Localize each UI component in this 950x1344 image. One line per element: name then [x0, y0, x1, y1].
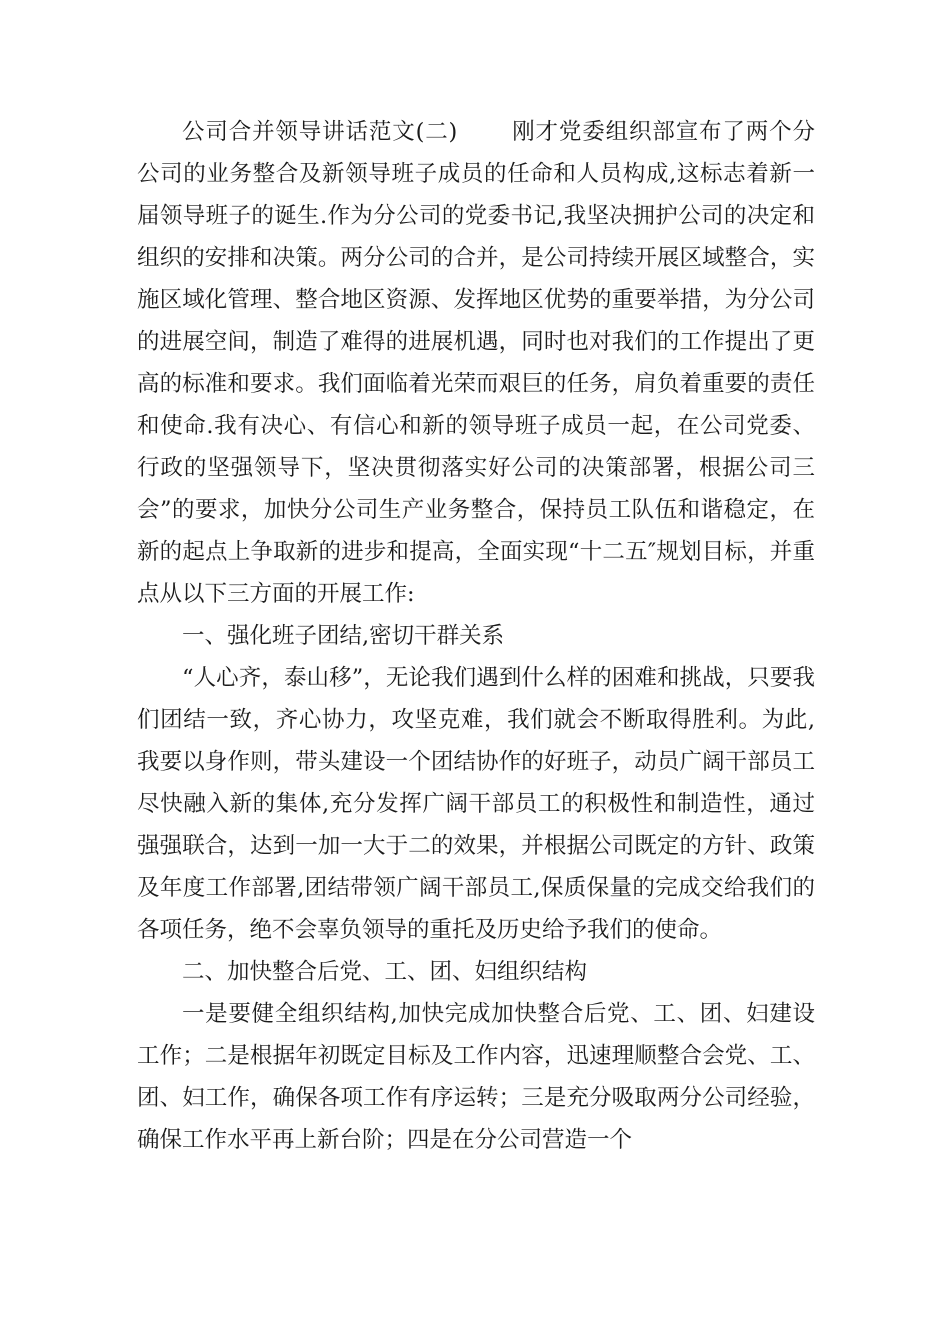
section-paragraph-1: “人心齐，泰山移”，无论我们遇到什么样的困难和挑战，只要我们团结一致，齐心协力，攻坚克难，我们就会不断取得胜利。为此,我要以身作则，带头建设一个团结协作的好班子，动员广阔干部员工尽快融入新的集体,充分发挥广阔干部员工的积极性和制造性，通过强强联合，达到一加一大于二的效果，并根据公司既定的方针、政策及年度工作部署,团结带领广阔干部员工,保质保量的完成交给我们的各项任务，绝不会辜负领导的重托及历史给予我们的使命。 [137, 665, 815, 943]
section-heading-2: 二、加快整合后党、工、团、妇组织结构 [182, 959, 588, 985]
document-title: 公司合并领导讲话范文(二) [182, 119, 458, 145]
document-body [137, 111, 815, 1161]
intro-paragraph [137, 111, 815, 615]
intro-text: 刚才党委组织部宣布了两个分公司的业务整合及新领导班子成员的任命和人员构成,这标志着新一届领导班子的诞生.作为分公司的党委书记,我坚决拥护公司的决定和组织的安排和决策。两分公司的合并，是公司持续开展区域整合，实施区域化管理、整合地区资源、发挥地区优势的重要举措，为分公司的进展空间，制造了难得的进展机遇，同时也对我们的工作提出了更高的标准和要求。我们面临着光荣而艰巨的任务，肩负着重要的责任和使命.我有决心、有信心和新的领导班子成员一起，在公司党委、行政的坚强领导下，坚决贯彻落实好公司的决策部署，根据公司三会”的要求，加快分公司生产业务整合，保持员工队伍和谐稳定，在新的起点上争取新的进步和提高，全面实现“十二五″规划目标，并重点从以下三方面的开展工作: [137, 119, 815, 607]
section-heading-1: 一、强化班子团结,密切干群关系 [182, 623, 505, 649]
section-paragraph-2: 一是要健全组织结构,加快完成加快整合后党、工、团、妇建设工作；二是根据年初既定目标及工作内容，迅速理顺整合会党、工、团、妇工作，确保各项工作有序运转；三是充分吸取两分公司经验，确保工作水平再上新台阶；四是在分公司营造一个 [137, 1001, 815, 1153]
